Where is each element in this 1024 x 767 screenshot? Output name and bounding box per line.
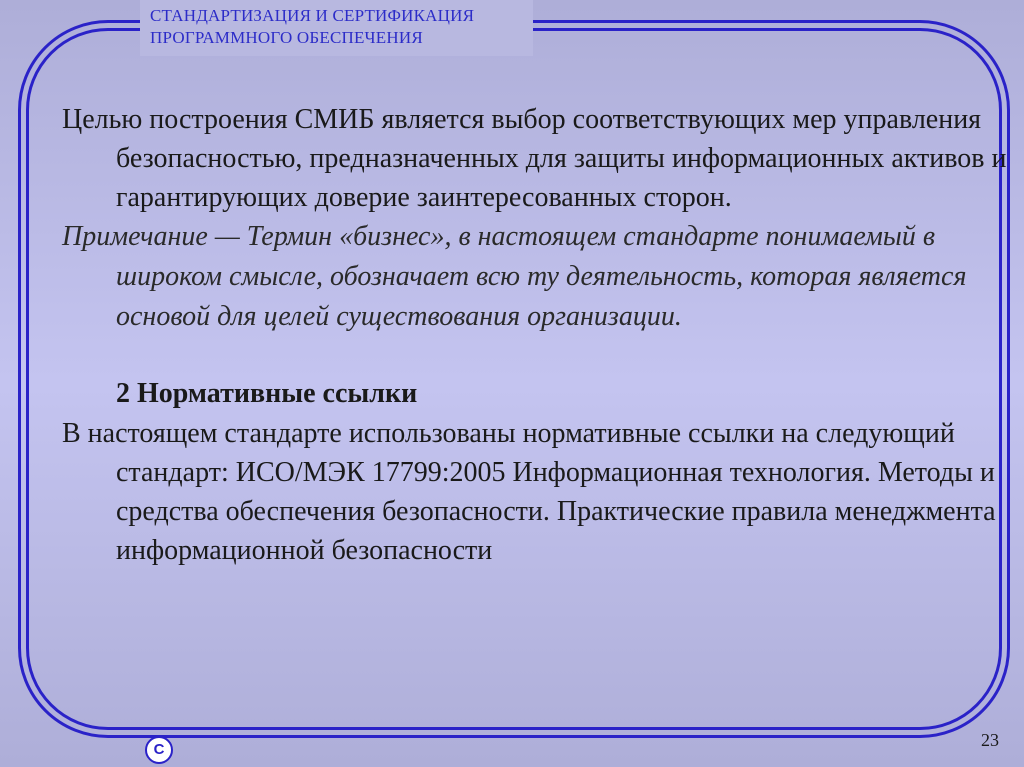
spacer [62,337,1007,374]
slide-content [62,100,1007,570]
copyright-icon: С [145,736,173,764]
header-line-1: СТАНДАРТИЗАЦИЯ И СЕРТИФИКАЦИЯ [150,6,475,25]
header-line-2: ПРОГРАММНОГО ОБЕСПЕЧЕНИЯ [150,28,423,47]
section-heading: 2 Нормативные ссылки [116,378,418,409]
paragraph-references: В настоящем стандарте использованы нормативные ссылки на следующий стандарт: ИСО/МЭК 17799:2005 Информационная технология. Методы и средства обеспечения безопасности. Практические правила менеджмента информационной безопасности [62,418,996,566]
page-number: 23 [981,730,999,750]
note-paragraph: Примечание — Термин «бизнес», в настоящем стандарте понимаемый в широком смысле, обозначает всю ту деятельность, которая является основой для целей существования организации. [62,221,967,332]
slide-header [150,5,474,49]
paragraph-goal: Целью построения СМИБ является выбор соответствующих мер управления безопасностью, предназначенных для защиты информационных активов и гарантирующих доверие заинтересованных сторон. [62,104,1007,213]
